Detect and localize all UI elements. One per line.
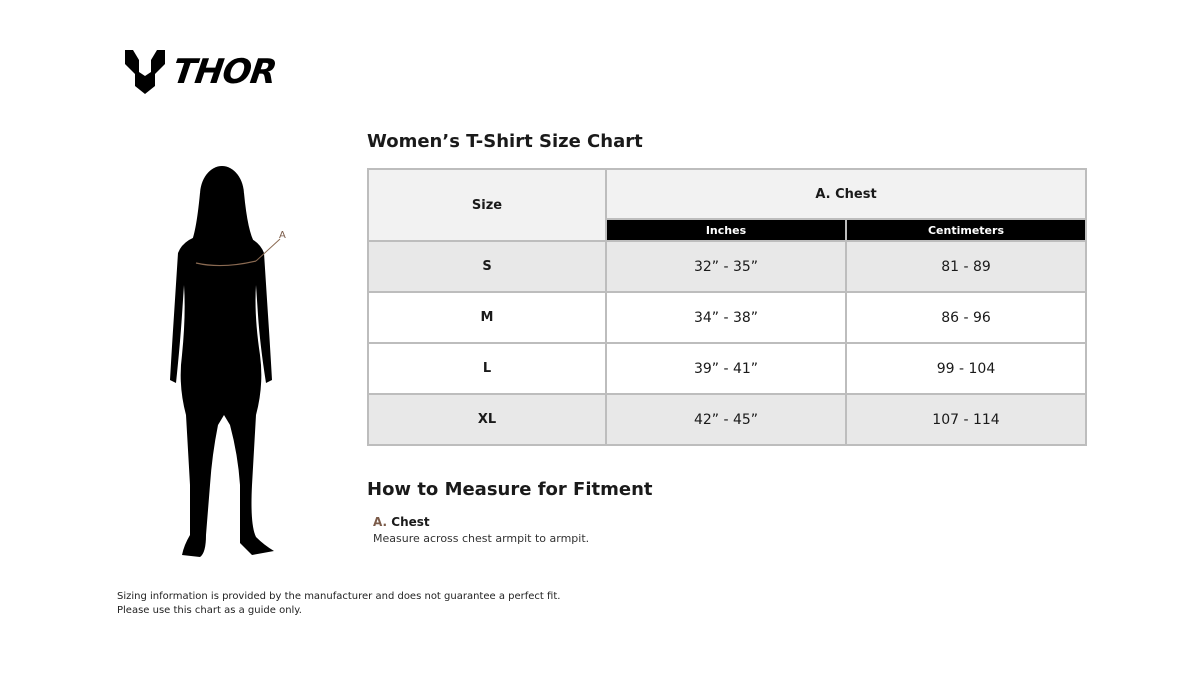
thor-logo-mark-icon: [125, 50, 165, 94]
size-chart-title: Women’s T-Shirt Size Chart: [367, 131, 643, 152]
size-cell: XL: [368, 394, 606, 445]
inches-column-header: Inches: [606, 219, 846, 241]
measure-item-letter: A.: [373, 515, 388, 529]
centimeters-cell: 86 - 96: [846, 292, 1086, 343]
inches-cell: 39” - 41”: [606, 343, 846, 394]
table-row: [368, 343, 1086, 394]
brand-logo: [125, 49, 279, 95]
measure-item-description: Measure across chest armpit to armpit.: [373, 532, 590, 545]
chest-marker-label: A: [279, 230, 286, 241]
inches-cell: 34” - 38”: [606, 292, 846, 343]
table-row: [368, 241, 1086, 292]
table-row: [368, 394, 1086, 445]
centimeters-cell: 99 - 104: [846, 343, 1086, 394]
measure-item-label: [373, 515, 589, 529]
disclaimer-line: Sizing information is provided by the manufacturer and does not guarantee a perfect fit.: [117, 591, 561, 602]
table-row: [368, 292, 1086, 343]
measure-section-title: How to Measure for Fitment: [367, 479, 653, 500]
measure-item-name: Chest: [391, 515, 430, 529]
size-cell: L: [368, 343, 606, 394]
size-cell: S: [368, 241, 606, 292]
inches-cell: 32” - 35”: [606, 241, 846, 292]
female-silhouette-icon: [160, 165, 290, 560]
inches-cell: 42” - 45”: [606, 394, 846, 445]
centimeters-column-header: Centimeters: [846, 219, 1086, 241]
size-chart-table: [367, 168, 1087, 446]
centimeters-cell: 81 - 89: [846, 241, 1086, 292]
brand-wordmark: THOR: [170, 52, 279, 92]
centimeters-cell: 107 - 114: [846, 394, 1086, 445]
chest-column-header: A. Chest: [606, 169, 1086, 219]
size-column-header: Size: [368, 169, 606, 241]
disclaimer-line: Please use this chart as a guide only.: [117, 605, 302, 616]
table-header-row: [368, 169, 1086, 219]
sizing-disclaimer: [117, 590, 560, 618]
measure-item-chest: [373, 515, 589, 545]
size-cell: M: [368, 292, 606, 343]
